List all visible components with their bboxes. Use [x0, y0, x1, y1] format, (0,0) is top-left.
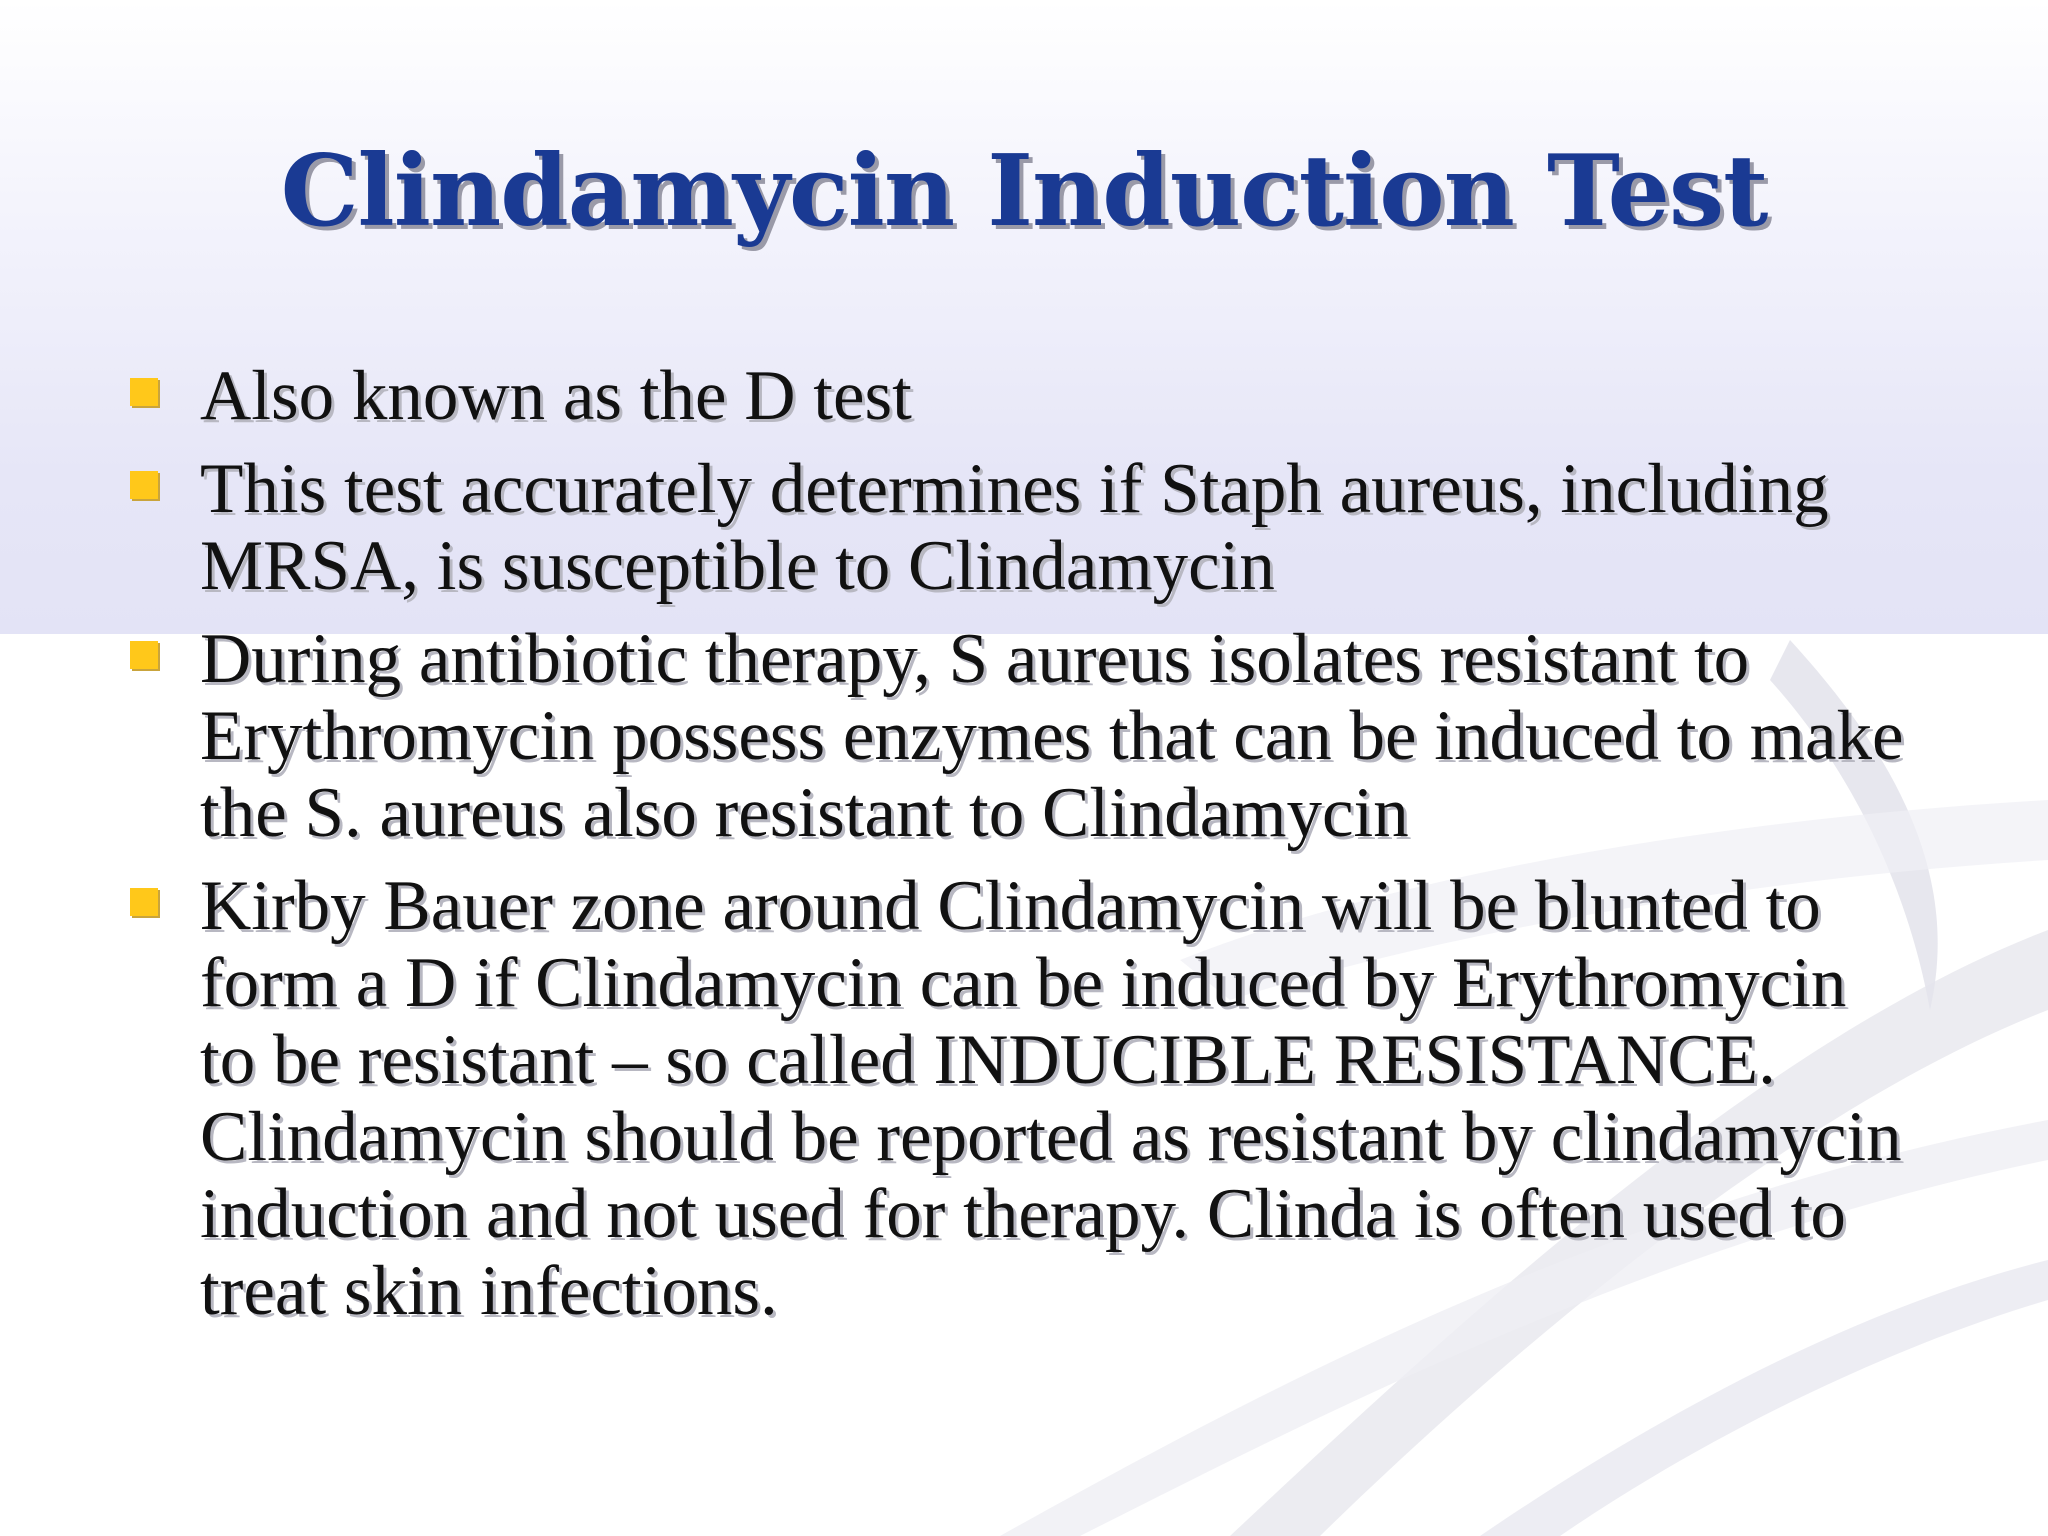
square-bullet-icon	[130, 378, 158, 406]
square-bullet-icon	[130, 641, 158, 669]
bullet-item	[130, 621, 1910, 852]
bullet-text: Kirby Bauer zone around Clindamycin will be blunted to form a D if Clindamycin can be induced by Erythromycin to be resistant – so called INDUCIBLE RESISTANCE. Clindamycin should be reported as resistant by clindamycin induction and not used for therapy. Clinda is often used to treat skin infections.	[200, 867, 1902, 1330]
bullet-text: This test accurately determines if Staph aureus, including MRSA, is susceptible to Clindamycin	[200, 450, 1829, 605]
bullet-item	[130, 451, 1910, 605]
bullet-item	[130, 358, 1910, 435]
bullet-item	[130, 868, 1910, 1330]
bullet-list	[130, 358, 1910, 1330]
square-bullet-icon	[130, 471, 158, 499]
square-bullet-icon	[130, 888, 158, 916]
bullet-text: During antibiotic therapy, S aureus isolates resistant to Erythromycin possess enzymes that can be induced to make the S. aureus also resistant to Clindamycin	[200, 620, 1904, 852]
slide-title: Clindamycin Induction Test	[280, 134, 1768, 249]
bullet-text: Also known as the D test	[200, 357, 912, 435]
